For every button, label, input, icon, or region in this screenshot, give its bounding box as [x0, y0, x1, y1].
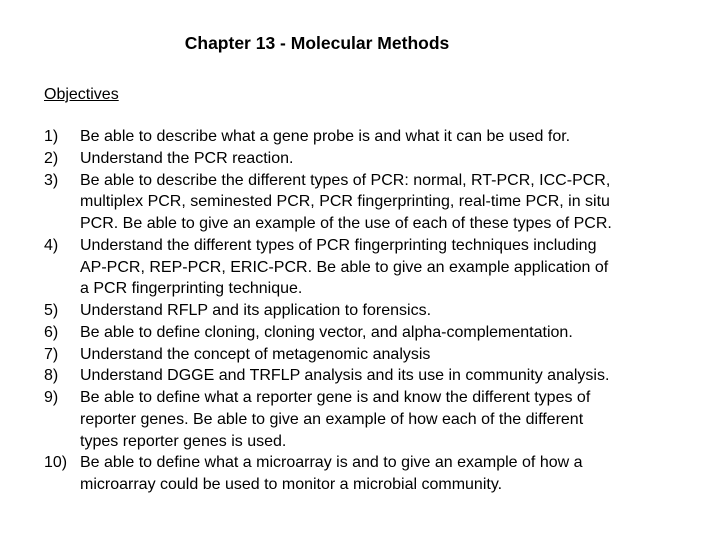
item-text-line: Understand RFLP and its application to forensics.	[80, 302, 432, 319]
item-text	[80, 322, 714, 344]
item-text-line: PCR. Be able to give an example of the use of each of these types of PCR.	[80, 215, 612, 232]
item-number: 10)	[44, 454, 68, 472]
item-text-line: Understand the different types of PCR fingerprinting techniques including	[80, 236, 597, 254]
item-number: 1)	[44, 128, 59, 145]
item-text-line: a PCR fingerprinting technique.	[80, 280, 303, 298]
objectives-list	[44, 126, 714, 496]
item-text	[80, 235, 714, 300]
item-number: 4)	[44, 236, 59, 254]
item-text-line: multiplex PCR, seminested PCR, PCR fingerprinting, real-time PCR, in situ	[80, 193, 610, 211]
item-number: 2)	[44, 149, 59, 167]
list-item	[44, 365, 714, 387]
item-number: 5)	[44, 302, 59, 319]
item-text-line: microarray could be used to monitor a microbial community.	[80, 476, 503, 493]
item-text-line: Understand DGGE and TRFLP analysis and its use in community analysis.	[80, 367, 610, 385]
item-number: 9)	[44, 389, 59, 406]
item-text	[80, 344, 714, 366]
list-item	[44, 126, 714, 148]
list-item	[44, 452, 714, 496]
list-item	[44, 344, 714, 366]
item-text-line: Be able to define cloning, cloning vector, and alpha-complementation.	[80, 323, 573, 341]
item-number: 8)	[44, 367, 59, 385]
page-title: Chapter 13 - Molecular Methods	[184, 33, 450, 53]
item-text-line: Be able to define what a microarray is and to give an example of how a	[80, 454, 583, 472]
item-text	[80, 300, 714, 322]
list-item	[44, 148, 714, 170]
list-item	[44, 387, 714, 452]
item-number: 7)	[44, 345, 59, 363]
item-text-line: Understand the concept of metagenomic analysis	[80, 345, 431, 363]
item-text-line: Be able to describe what a gene probe is and what it can be used for.	[80, 128, 571, 145]
item-text	[80, 126, 714, 148]
item-text	[80, 452, 714, 496]
list-item	[44, 322, 714, 344]
item-text-line: types reporter genes is used.	[80, 432, 287, 450]
list-item	[44, 170, 714, 235]
item-number: 6)	[44, 323, 59, 341]
item-text	[80, 365, 714, 387]
item-text	[80, 148, 714, 170]
item-text-line: reporter genes. Be able to give an example of how each of the different	[80, 410, 584, 428]
item-text-line: Understand the PCR reaction.	[80, 149, 294, 167]
item-text	[80, 170, 714, 235]
item-number: 3)	[44, 171, 59, 189]
item-text-line: AP-PCR, REP-PCR, ERIC-PCR. Be able to give an example application of	[80, 258, 609, 276]
item-text-line: Be able to define what a reporter gene is and know the different types of	[80, 389, 591, 406]
objectives-heading: Objectives	[44, 86, 119, 103]
list-item	[44, 235, 714, 300]
item-text-line: Be able to describe the different types of PCR: normal, RT-PCR, ICC-PCR,	[80, 171, 611, 189]
item-text	[80, 387, 714, 452]
list-item	[44, 300, 714, 322]
